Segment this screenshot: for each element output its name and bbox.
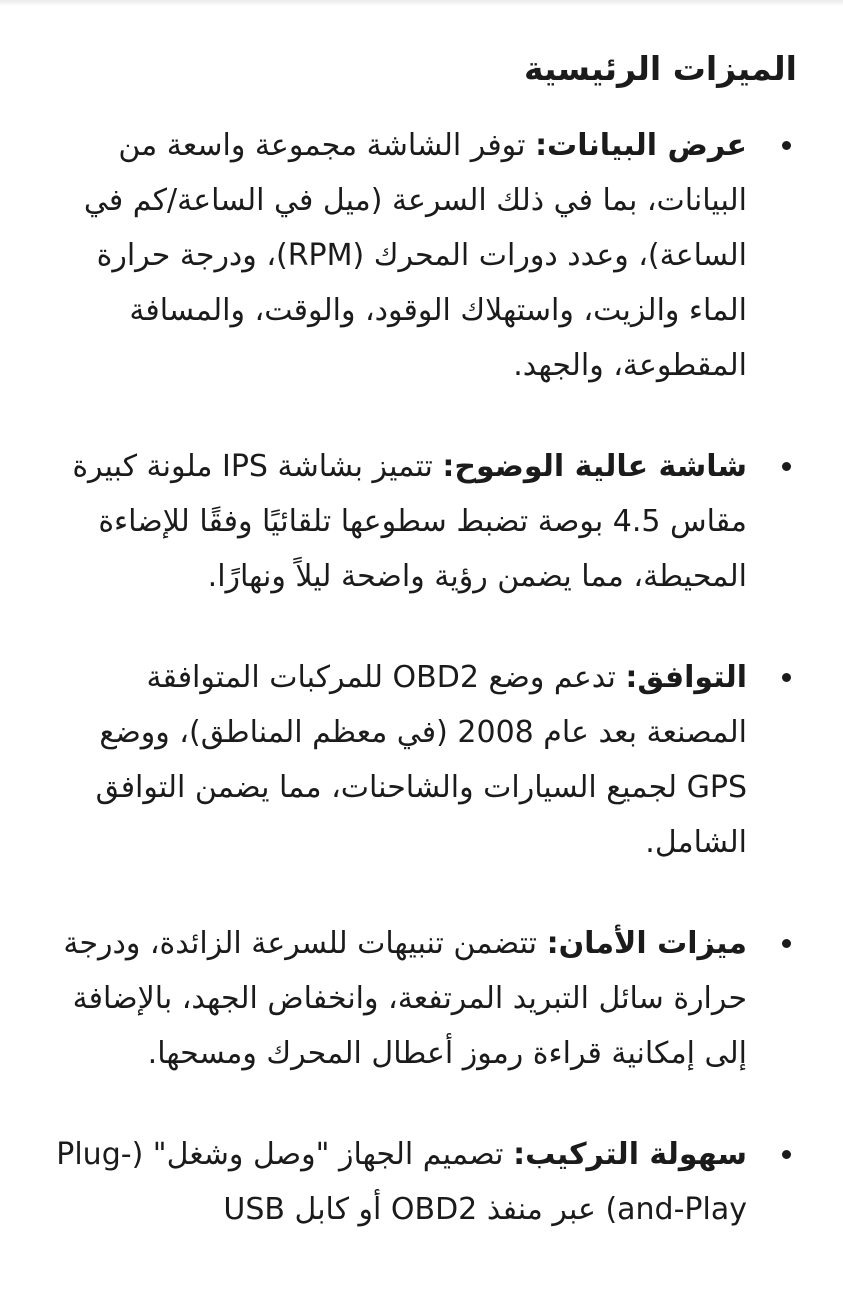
section-heading: الميزات الرئيسية xyxy=(524,49,797,88)
list-item xyxy=(46,1127,797,1237)
content-area xyxy=(46,0,797,1283)
bullet-dot-icon xyxy=(782,1150,791,1159)
bottom-crop-edge xyxy=(0,1276,843,1290)
feature-title: عرض البيانات: xyxy=(535,128,747,163)
feature-title: سهولة التركيب: xyxy=(513,1137,747,1172)
list-item xyxy=(46,439,797,604)
feature-text: تدعم وضع OBD2 للمركبات المتوافقة المصنعة بعد عام 2008 (في معظم المناطق)، ووضع GPS لجميع السيارات والشاحنات، مما يضمن التوافق الشامل. xyxy=(95,660,747,860)
feature-text: تتميز بشاشة IPS ملونة كبيرة مقاس 4.5 بوصة تضبط سطوعها تلقائيًا وفقًا للإضاءة المحيطة، مما يضمن رؤية واضحة ليلاً ونهارًا. xyxy=(72,449,747,594)
bullet-dot-icon xyxy=(782,939,791,948)
feature-title: ميزات الأمان: xyxy=(546,926,747,961)
list-item xyxy=(46,118,797,393)
bullet-dot-icon xyxy=(782,673,791,682)
feature-text: تصميم الجهاز "وصل وشغل" (Plug-and-Play) عبر منفذ OBD2 أو كابل USB xyxy=(56,1137,747,1227)
list-item xyxy=(46,916,797,1081)
list-item xyxy=(46,650,797,870)
feature-list xyxy=(46,118,797,1237)
bullet-dot-icon xyxy=(782,462,791,471)
feature-text: تتضمن تنبيهات للسرعة الزائدة، ودرجة حرارة سائل التبريد المرتفعة، وانخفاض الجهد، بالإضافة إلى إمكانية قراءة رموز أعطال المحرك ومسحها. xyxy=(63,926,747,1071)
feature-title: التوافق: xyxy=(625,660,747,695)
feature-text: توفر الشاشة مجموعة واسعة من البيانات، بما في ذلك السرعة (ميل في الساعة/كم في الساعة)، وعدد دورات المحرك (RPM)، ودرجة حرارة الماء والزيت، واستهلاك الوقود، والوقت، والمسافة المقطوعة، والجهد. xyxy=(83,128,747,383)
feature-title: شاشة عالية الوضوح: xyxy=(442,449,747,484)
bullet-dot-icon xyxy=(782,141,791,150)
